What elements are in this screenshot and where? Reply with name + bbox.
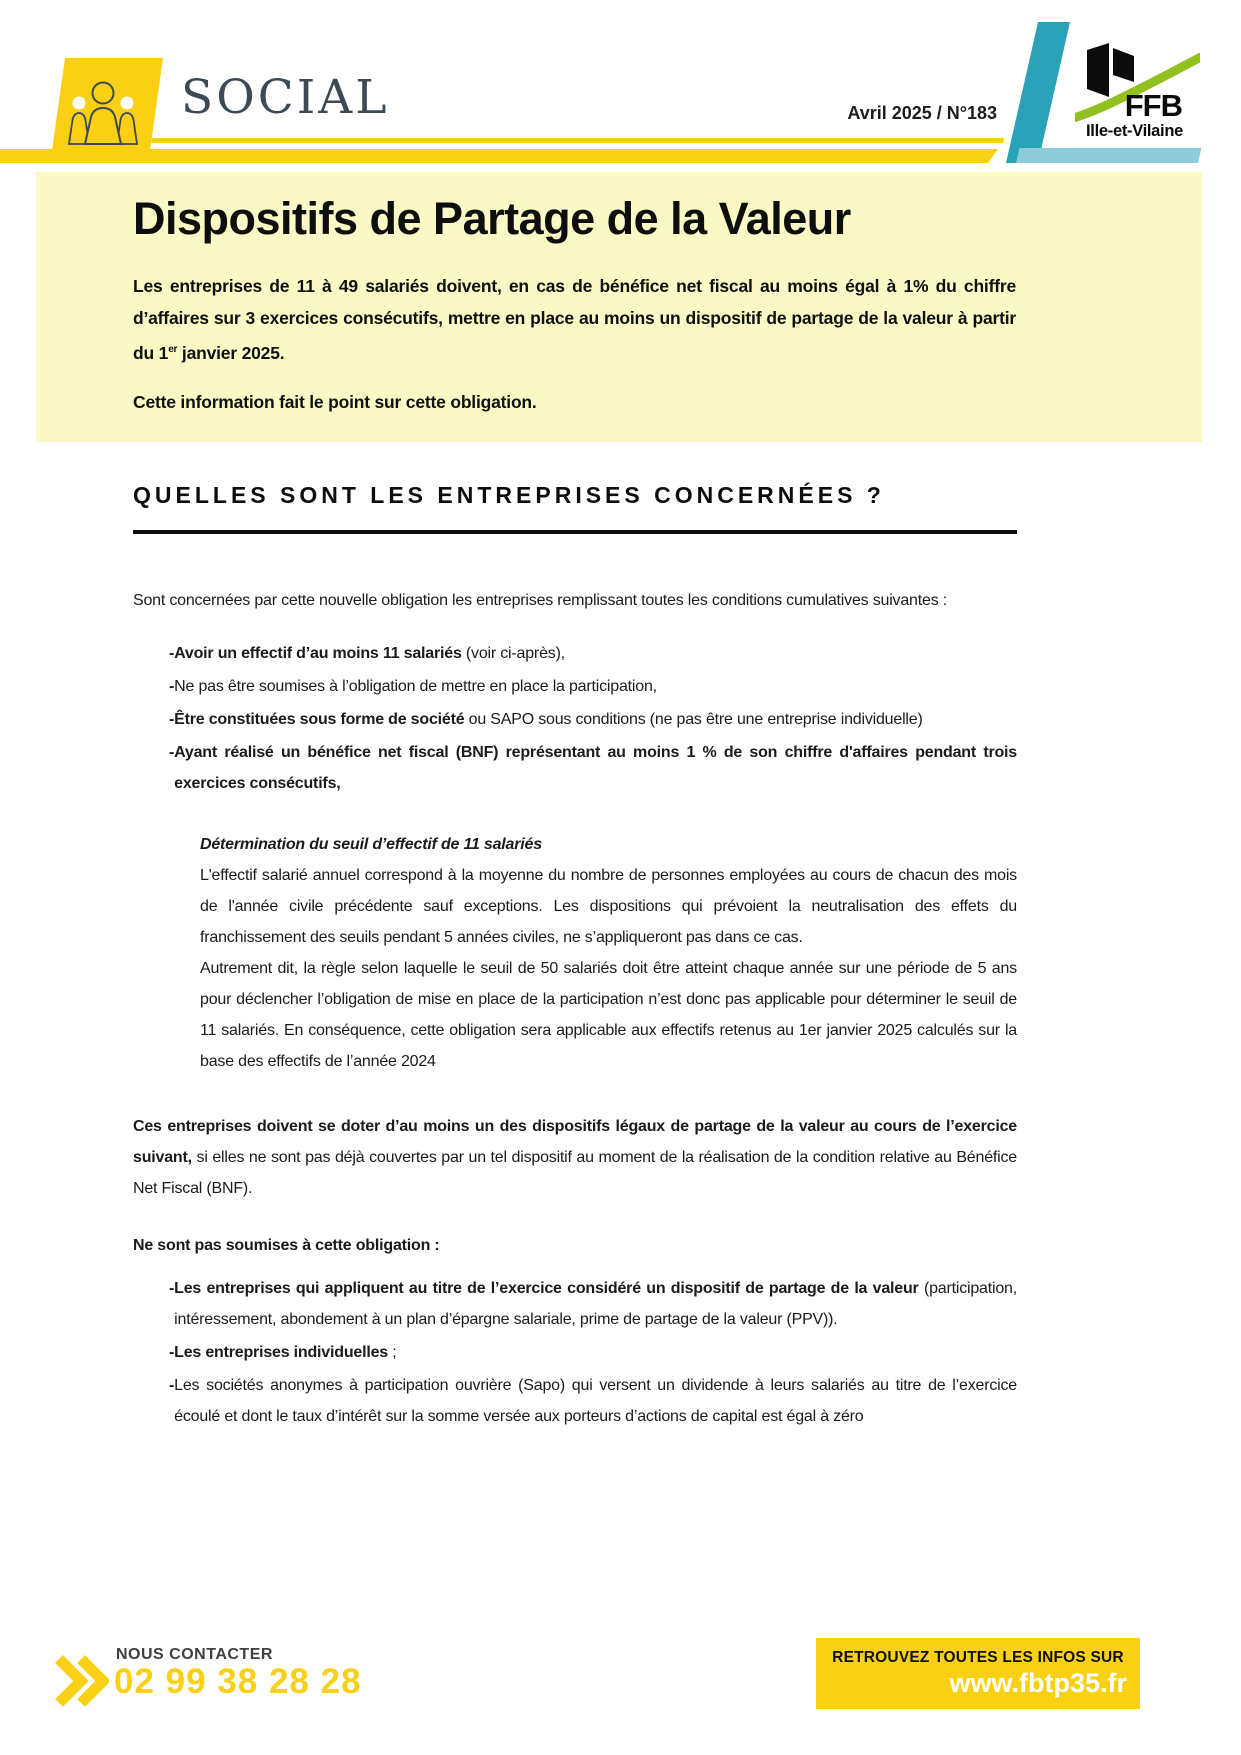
teal-diagonal-stripe	[1006, 22, 1070, 163]
threshold-detail-block	[200, 829, 1017, 1077]
header-thin-yellow-rule	[151, 138, 1004, 143]
exemptions-heading: Ne sont pas soumises à cette obligation :	[133, 1237, 440, 1254]
issue-date: Avril 2025 / N°183	[847, 103, 997, 123]
double-chevron-right-icon	[55, 1655, 109, 1707]
page-title: Dispositifs de Partage de la Valeur	[133, 193, 851, 244]
ffb-logo-region: Ille-et-Vilaine	[1086, 122, 1183, 140]
detail-paragraph-1: L'effectif salarié annuel correspond à la moyenne du nombre de personnes employées au cours de chacun des mois de l'année civile précédente sauf exceptions. Les dispositions qui prévoient la neutralisation des effets du franchissement des seuils pendant 5 années civiles, ne s’appliqueront pas dans ce cas.	[200, 867, 1017, 946]
list-item: - Avoir un effectif d’au moins 11 salariés (voir ci-après),	[133, 638, 1017, 669]
ffb-logo	[1075, 40, 1200, 138]
list-item: - Les sociétés anonymes à participation ouvrière (Sapo) qui versent un dividende à leurs salariés au titre de l’exercice écoulé et dont le taux d’intérêt sur la somme versée aux porteurs d’actions de capital est égal à zéro	[133, 1370, 1017, 1432]
conditions-list	[133, 638, 1017, 799]
body-content	[133, 585, 1017, 1432]
section-heading-rule	[133, 530, 1017, 534]
list-dash: -	[169, 711, 175, 728]
footer-info-box	[816, 1638, 1140, 1709]
hero-box	[36, 172, 1202, 442]
list-dash: -	[169, 744, 175, 761]
list-item: - Être constituées sous forme de société ou SAPO sous conditions (ne pas être une entreprise individuelle)	[133, 704, 1017, 735]
list-item: - Ayant réalisé un bénéfice net fiscal (BNF) représentant au moins 1 % de son chiffre d'affaires pendant trois exercices consécutifs,	[133, 737, 1017, 799]
list-dash: -	[169, 645, 175, 662]
list-item: - Ne pas être soumises à l’obligation de mettre en place la participation,	[133, 671, 1017, 702]
info-label: RETROUVEZ TOUTES LES INFOS SUR	[832, 1649, 1124, 1666]
contact-label: NOUS CONTACTER	[116, 1646, 273, 1663]
superscript-er: er	[168, 344, 178, 355]
list-item: - Les entreprises individuelles ;	[133, 1337, 1017, 1368]
list-item: - Les entreprises qui appliquent au titre de l’exercice considéré un dispositif de partage de la valeur (participation, intéressement, abondement à un plan d’épargne salariale, prime de partage de la valeur (PPV)).	[133, 1273, 1017, 1335]
people-icon	[66, 80, 140, 148]
list-dash: -	[169, 678, 175, 695]
section-heading: QUELLES SONT LES ENTREPRISES CONCERNÉES ?	[133, 482, 885, 508]
hero-intro: Les entreprises de 11 à 49 salariés doivent, en cas de bénéfice net fiscal au moins égal à 1% du chiffre d’affaires sur 3 exercices consécutifs, mettre en place au moins un dispositif de partage de la valeur à partir du 1er janvier 2025.	[133, 276, 1016, 363]
light-teal-bar	[1016, 148, 1201, 163]
section-intro: Sont concernées par cette nouvelle obligation les entreprises remplissant toutes les conditions cumulatives suivantes :	[133, 592, 947, 609]
list-dash: -	[169, 1280, 175, 1297]
list-dash: -	[169, 1344, 175, 1361]
website-link[interactable]: www.fbtp35.fr	[949, 1668, 1127, 1698]
list-dash: -	[169, 1377, 175, 1394]
detail-heading: Détermination du seuil d’effectif de 11 salariés	[200, 836, 542, 853]
detail-paragraph-2: Autrement dit, la règle selon laquelle le seuil de 50 salariés doit être atteint chaque année sur une période de 5 ans pour déclencher l’obligation de mise en place de la participation n’est donc pas applicable pour déterminer le seuil de 11 salariés. En conséquence, cette obligation sera applicable aux effectifs retenus au 1er janvier 2025 calculés sur la base des effectifs de l’année 2024	[200, 960, 1017, 1070]
obligation-paragraph: Ces entreprises doivent se doter d’au moins un des dispositifs légaux de partage de la valeur au cours de l’exercice suivant, si elles ne sont pas déjà couvertes par un tel dispositif au moment de la réalisation de la condition relative au Bénéfice Net Fiscal (BNF).	[133, 1118, 1017, 1197]
phone-number: 02 99 38 28 28	[114, 1662, 362, 1701]
ffb-logo-text: FFB	[1124, 88, 1182, 123]
exemptions-list	[133, 1273, 1017, 1432]
category-title: SOCIAL	[181, 70, 390, 125]
header-thick-yellow-rule	[0, 149, 998, 163]
hero-note: Cette information fait le point sur cette obligation.	[133, 391, 537, 412]
